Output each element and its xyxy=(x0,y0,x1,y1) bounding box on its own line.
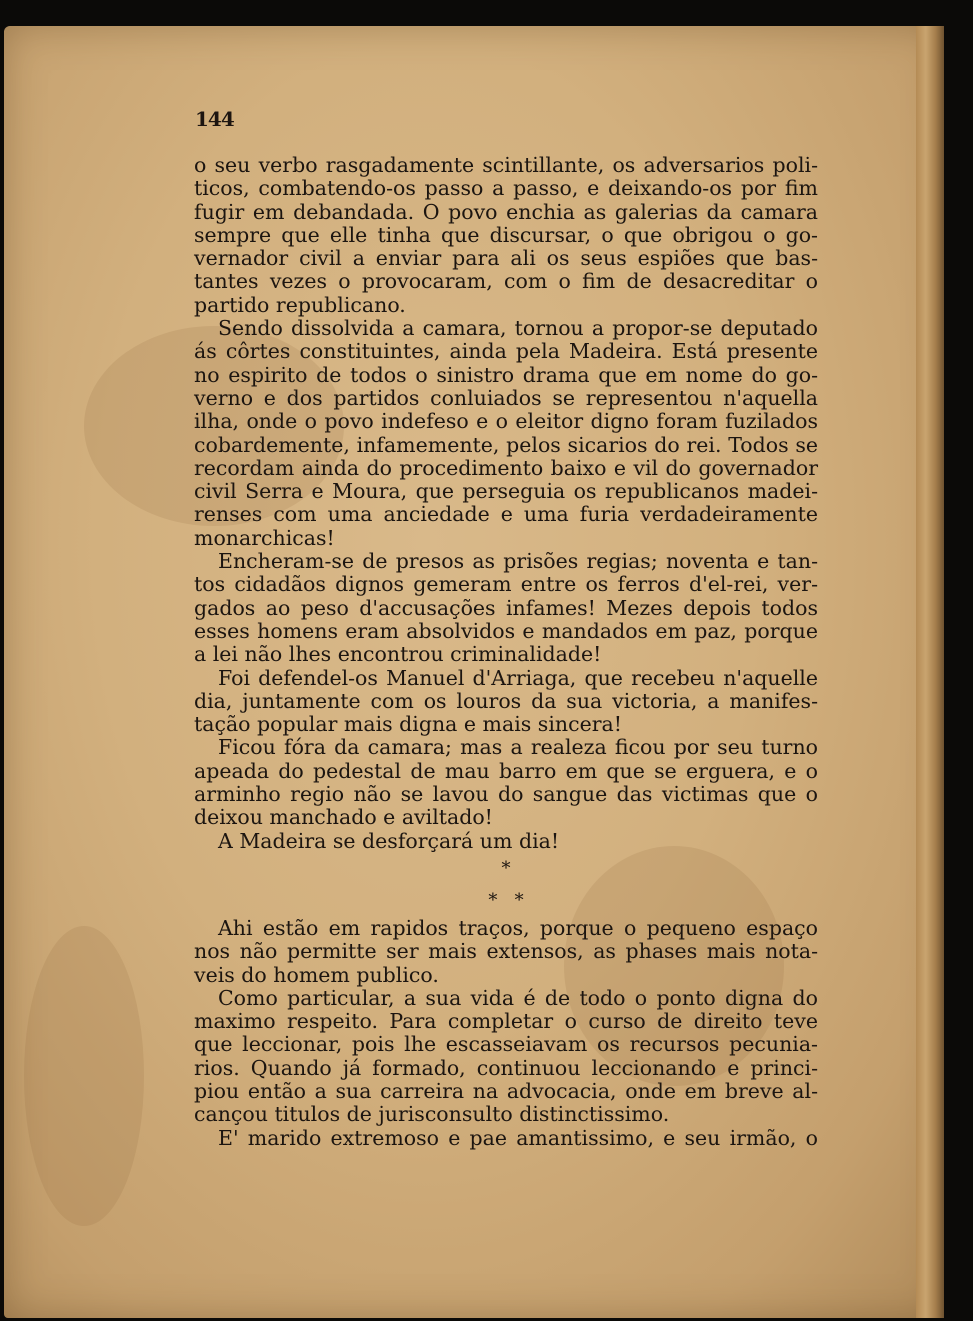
text-line: verno e dos partidos conluiados se representou n'aquella xyxy=(194,385,818,410)
paragraph xyxy=(194,917,818,987)
page-number: 144 xyxy=(195,107,234,131)
paragraph xyxy=(194,830,818,853)
text-line: piou então a sua carreira na advocacia, onde em breve al- xyxy=(194,1078,818,1103)
text-line: vernador civil a enviar para ali os seus espiões que bas- xyxy=(194,246,818,271)
text-line: cançou titulos de jurisconsulto distinctissimo. xyxy=(194,1102,670,1127)
text-line: tos cidadãos dignos gemeram entre os ferros d'el-rei, ver- xyxy=(194,572,818,597)
text-line: arminho regio não se lavou do sangue das victimas que o xyxy=(194,782,818,807)
text-line: no espirito de todos o sinistro drama que em nome do go- xyxy=(194,362,818,387)
text-line: Sendo dissolvida a camara, tornou a propor-se deputado xyxy=(218,316,818,341)
text-line: veis do homem publico. xyxy=(194,962,439,987)
text-line: esses homens eram absolvidos e mandados em paz, porque xyxy=(194,618,818,643)
text-line: recordam ainda do procedimento baixo e vil do governador xyxy=(194,455,818,480)
text-line: ilha, onde o povo indefeso e o eleitor digno foram fuzilados xyxy=(194,409,818,434)
text-line: A Madeira se desforçará um dia! xyxy=(218,828,560,853)
text-line: que leccionar, pois lhe escasseiavam os recursos pecunia- xyxy=(194,1032,818,1057)
text-line: dia, juntamente com os louros da sua victoria, a manifes- xyxy=(194,688,818,713)
paragraph xyxy=(194,987,818,1127)
text-line: monarchicas! xyxy=(194,525,335,550)
text-line: cobardemente, infamemente, pelos sicarios do rei. Todos se xyxy=(194,432,818,457)
text-line: renses com uma anciedade e uma furia verdadeiramente xyxy=(194,502,818,527)
text-line: maximo respeito. Para completar o curso de direito teve xyxy=(194,1009,818,1034)
book-spine-edge xyxy=(916,26,944,1318)
text-line: tantes vezes o provocaram, com o fim de desacreditar o xyxy=(194,269,818,294)
text-line: Ficou fóra da camara; mas a realeza ficou por seu turno xyxy=(218,735,818,760)
text-line: fugir em debandada. O povo enchia as galerias da camara xyxy=(194,199,818,224)
text-line: civil Serra e Moura, que perseguia os republicanos madei- xyxy=(194,479,818,504)
paragraph xyxy=(194,154,818,317)
text-line: Ahi estão em rapidos traços, porque o pequeno espaço xyxy=(218,915,818,940)
text-line: o seu verbo rasgadamente scintillante, os adversarios poli- xyxy=(194,153,818,177)
text-line: deixou manchado e aviltado! xyxy=(194,805,493,830)
paper-stain xyxy=(24,926,144,1226)
text-line: apeada do pedestal de mau barro em que se erguera, e o xyxy=(194,758,818,783)
text-line: partido republicano. xyxy=(194,292,406,317)
text-line: nos não permitte ser mais extensos, as phases mais nota- xyxy=(194,939,818,964)
paragraph xyxy=(194,317,818,550)
text-line: tação popular mais digna e mais sincera! xyxy=(194,712,622,737)
text-line: gados ao peso d'accusações infames! Mezes depois todos xyxy=(194,595,818,620)
paragraph xyxy=(194,550,818,666)
text-line: a lei não lhes encontrou criminalidade! xyxy=(194,642,602,667)
text-line: sempre que elle tinha que discursar, o que obrigou o go- xyxy=(194,222,818,247)
body-text xyxy=(194,154,818,1150)
text-line: Foi defendel-os Manuel d'Arriaga, que recebeu n'aquelle xyxy=(218,665,818,690)
paragraph xyxy=(194,1127,818,1150)
text-line: Como particular, a sua vida é de todo o ponto digna do xyxy=(218,985,818,1010)
paragraph xyxy=(194,667,818,737)
text-line: Encheram-se de presos as prisões regias; noventa e tan- xyxy=(218,549,818,574)
text-line: ás côrtes constituintes, ainda pela Madeira. Está presente xyxy=(194,339,818,364)
section-separator-bottom: * * xyxy=(488,889,524,911)
text-line: E' marido extremoso e pae amantissimo, e seu irmão, o xyxy=(218,1125,818,1150)
section-separator-top: * xyxy=(501,857,511,879)
paragraph xyxy=(194,736,818,829)
text-line: rios. Quando já formado, continuou leccionando e princi- xyxy=(194,1055,818,1080)
text-line: ticos, combatendo-os passo a passo, e deixando-os por fim xyxy=(194,176,818,201)
